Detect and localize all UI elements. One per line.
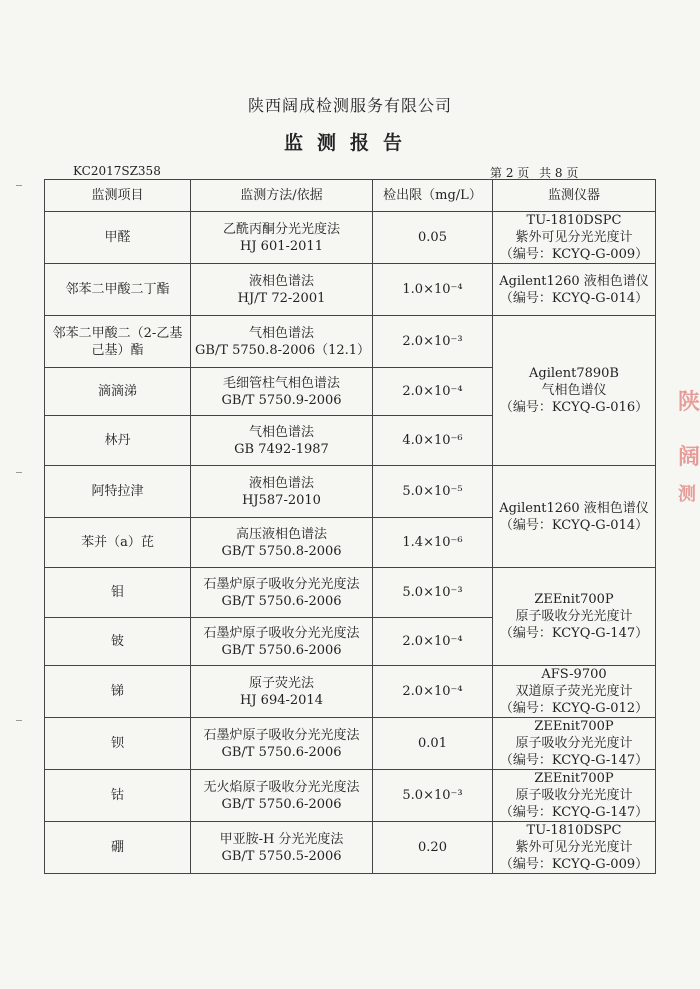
table-row <box>45 666 656 718</box>
instrument-line: （编号：KCYQ-G-009） <box>499 247 649 262</box>
method-line: GB/T 5750.6-2006 <box>221 744 342 760</box>
limit-cell: 5.0×10⁻⁵ <box>373 466 493 518</box>
limit-cell: 1.0×10⁻⁴ <box>373 264 493 316</box>
instrument-cell <box>493 568 656 666</box>
col-header-item: 监测项目 <box>45 180 191 212</box>
instrument-line: Agilent1260 液相色谱仪 <box>499 500 649 516</box>
instrument-cell <box>493 212 656 264</box>
table-row <box>45 466 656 518</box>
method-line: 石墨炉原子吸收分光光度法 <box>203 727 360 743</box>
method-line: 气相色谱法 <box>248 424 314 440</box>
instrument-line: （编号：KCYQ-G-016） <box>499 400 649 415</box>
page-current: 第 2 页 <box>490 166 530 180</box>
stamp-char: 陕 <box>678 389 700 415</box>
instrument-line: （编号：KCYQ-G-147） <box>499 805 649 820</box>
method-line: GB/T 5750.6-2006 <box>221 642 342 658</box>
method-cell <box>191 770 373 822</box>
company-name: 陕西阔成检测服务有限公司 <box>247 96 452 115</box>
instrument-line: TU-1810DSPC <box>526 823 622 838</box>
instrument-cell <box>493 666 656 718</box>
margin-mark <box>16 185 22 186</box>
limit-cell: 5.0×10⁻³ <box>373 568 493 618</box>
col-header-instrument: 监测仪器 <box>493 180 656 212</box>
item-cell: 钴 <box>45 770 191 822</box>
method-cell <box>191 568 373 618</box>
instrument-line: 原子吸收分光光度计 <box>515 736 633 751</box>
instrument-line: Agilent7890B <box>529 366 619 381</box>
method-line: 乙酰丙酮分光光度法 <box>222 221 340 237</box>
limit-cell: 2.0×10⁻⁴ <box>373 368 493 416</box>
item-cell: 阿特拉津 <box>45 466 191 518</box>
item-cell: 邻苯二甲酸二丁酯 <box>45 264 191 316</box>
instrument-cell <box>493 316 656 466</box>
method-cell <box>191 368 373 416</box>
method-line: 甲亚胺-H 分光光度法 <box>219 831 344 847</box>
method-line: 毛细管柱气相色谱法 <box>222 375 340 391</box>
instrument-line: Agilent1260 液相色谱仪 <box>499 273 649 289</box>
limit-cell: 0.05 <box>373 212 493 264</box>
monitoring-table <box>44 179 656 874</box>
col-header-limit: 检出限（mg/L） <box>373 180 493 212</box>
instrument-line: 紫外可见分光光度计 <box>515 230 633 245</box>
limit-cell: 5.0×10⁻³ <box>373 770 493 822</box>
item-cell: 锑 <box>45 666 191 718</box>
instrument-line: 原子吸收分光光度计 <box>515 788 633 803</box>
limit-cell: 2.0×10⁻⁴ <box>373 666 493 718</box>
method-cell <box>191 822 373 874</box>
instrument-cell <box>493 822 656 874</box>
instrument-line: 双道原子荧光光度计 <box>515 684 633 699</box>
method-line: 石墨炉原子吸收分光光度法 <box>203 625 360 641</box>
limit-cell: 4.0×10⁻⁶ <box>373 416 493 466</box>
instrument-cell <box>493 264 656 316</box>
method-line: HJ 601-2011 <box>240 238 323 254</box>
item-cell: 硼 <box>45 822 191 874</box>
col-header-method: 监测方法/依据 <box>191 180 373 212</box>
item-cell: 钡 <box>45 718 191 770</box>
item-cell: 滴滴涕 <box>45 368 191 416</box>
method-line: 高压液相色谱法 <box>235 526 327 542</box>
method-line: HJ587-2010 <box>242 492 321 508</box>
table-row <box>45 212 656 264</box>
item-cell: 铍 <box>45 618 191 666</box>
instrument-line: 紫外可见分光光度计 <box>515 840 633 855</box>
method-cell <box>191 316 373 368</box>
method-line: 原子荧光法 <box>248 675 314 691</box>
instrument-line: （编号：KCYQ-G-014） <box>499 290 649 306</box>
method-line: 气相色谱法 <box>248 325 314 341</box>
stamp-char: 阔 <box>678 444 700 470</box>
table-row <box>45 316 656 368</box>
method-line: 石墨炉原子吸收分光光度法 <box>203 576 360 592</box>
method-line: 液相色谱法 <box>248 475 314 491</box>
instrument-cell <box>493 718 656 770</box>
item-cell: 钼 <box>45 568 191 618</box>
method-line: 液相色谱法 <box>248 273 314 289</box>
method-cell <box>191 666 373 718</box>
instrument-line: 原子吸收分光光度计 <box>515 609 633 624</box>
item-cell: 苯并（a）芘 <box>45 518 191 568</box>
method-cell <box>191 212 373 264</box>
method-line: GB/T 5750.5-2006 <box>221 848 342 864</box>
method-line: GB 7492-1987 <box>234 441 329 457</box>
table-row <box>45 718 656 770</box>
method-cell <box>191 466 373 518</box>
method-line: GB/T 5750.6-2006 <box>221 796 342 812</box>
table-header-row <box>45 180 656 212</box>
page-total: 共 8 页 <box>539 166 579 180</box>
instrument-cell <box>493 770 656 822</box>
seal-stamp <box>678 440 700 471</box>
method-line: HJ 694-2014 <box>240 692 323 708</box>
instrument-line: （编号：KCYQ-G-009） <box>499 857 649 872</box>
instrument-line: 气相色谱仪 <box>541 383 607 398</box>
method-line: HJ/T 72-2001 <box>237 290 326 306</box>
margin-mark <box>16 720 22 721</box>
method-cell <box>191 518 373 568</box>
instrument-line: （编号：KCYQ-G-014） <box>499 517 649 533</box>
method-cell <box>191 618 373 666</box>
seal-stamp <box>678 480 696 506</box>
method-cell <box>191 416 373 466</box>
instrument-line: （编号：KCYQ-G-012） <box>499 701 649 716</box>
page-title: 监测报告 <box>283 132 416 154</box>
method-line: GB/T 5750.9-2006 <box>221 392 342 408</box>
table-row <box>45 264 656 316</box>
instrument-line: ZEEnit700P <box>534 719 614 734</box>
limit-cell: 0.01 <box>373 718 493 770</box>
instrument-line: （编号：KCYQ-G-147） <box>499 626 649 641</box>
item-cell: 林丹 <box>45 416 191 466</box>
margin-mark <box>16 472 22 473</box>
method-cell <box>191 718 373 770</box>
instrument-line: AFS-9700 <box>541 667 607 682</box>
instrument-line: TU-1810DSPC <box>526 213 622 228</box>
method-cell <box>191 264 373 316</box>
item-cell: 甲醛 <box>45 212 191 264</box>
limit-cell: 2.0×10⁻⁴ <box>373 618 493 666</box>
method-line: 无火焰原子吸收分光光度法 <box>203 779 360 795</box>
limit-cell: 2.0×10⁻³ <box>373 316 493 368</box>
method-line: GB/T 5750.8-2006 <box>221 543 342 559</box>
table-row <box>45 568 656 618</box>
table-row <box>45 770 656 822</box>
method-line: GB/T 5750.6-2006 <box>221 593 342 609</box>
instrument-cell <box>493 466 656 568</box>
limit-cell: 0.20 <box>373 822 493 874</box>
stamp-char: 测 <box>678 484 696 505</box>
item-cell: 邻苯二甲酸二（2-乙基己基）酯 <box>45 316 191 368</box>
instrument-line: （编号：KCYQ-G-147） <box>499 753 649 768</box>
seal-stamp <box>678 385 700 416</box>
report-number: KC2017SZ358 <box>73 164 161 178</box>
limit-cell: 1.4×10⁻⁶ <box>373 518 493 568</box>
method-line: GB/T 5750.8-2006（12.1） <box>195 342 371 358</box>
instrument-line: ZEEnit700P <box>534 592 614 607</box>
instrument-line: ZEEnit700P <box>534 771 614 786</box>
table-row <box>45 822 656 874</box>
